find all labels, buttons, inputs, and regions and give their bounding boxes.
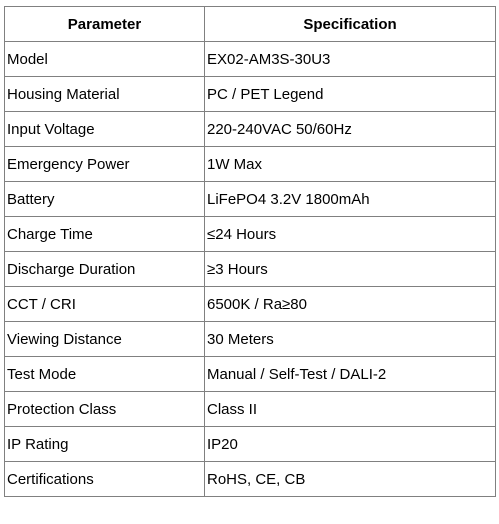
table-row bbox=[5, 287, 496, 322]
specification-table bbox=[4, 6, 496, 497]
table-row bbox=[5, 77, 496, 112]
parameter-cell: Test Mode bbox=[5, 357, 205, 392]
table-row bbox=[5, 357, 496, 392]
parameter-cell: Viewing Distance bbox=[5, 322, 205, 357]
table-row bbox=[5, 427, 496, 462]
specification-cell: RoHS, CE, CB bbox=[205, 462, 496, 497]
specification-cell: IP20 bbox=[205, 427, 496, 462]
table-row bbox=[5, 217, 496, 252]
parameter-cell: CCT / CRI bbox=[5, 287, 205, 322]
parameter-cell: Certifications bbox=[5, 462, 205, 497]
table-body bbox=[5, 42, 496, 497]
header-specification: Specification bbox=[205, 7, 496, 42]
table-row bbox=[5, 182, 496, 217]
specification-cell: Class II bbox=[205, 392, 496, 427]
specification-cell: ≤24 Hours bbox=[205, 217, 496, 252]
header-parameter: Parameter bbox=[5, 7, 205, 42]
parameter-cell: Emergency Power bbox=[5, 147, 205, 182]
table-row bbox=[5, 112, 496, 147]
specification-cell: 30 Meters bbox=[205, 322, 496, 357]
parameter-cell: Input Voltage bbox=[5, 112, 205, 147]
parameter-cell: IP Rating bbox=[5, 427, 205, 462]
parameter-cell: Protection Class bbox=[5, 392, 205, 427]
table-row bbox=[5, 252, 496, 287]
specification-cell: Manual / Self-Test / DALI-2 bbox=[205, 357, 496, 392]
specification-cell: PC / PET Legend bbox=[205, 77, 496, 112]
table-row bbox=[5, 147, 496, 182]
specification-cell: 220-240VAC 50/60Hz bbox=[205, 112, 496, 147]
specification-cell: EX02-AM3S-30U3 bbox=[205, 42, 496, 77]
specification-cell: LiFePO4 3.2V 1800mAh bbox=[205, 182, 496, 217]
parameter-cell: Charge Time bbox=[5, 217, 205, 252]
parameter-cell: Discharge Duration bbox=[5, 252, 205, 287]
specification-cell: ≥3 Hours bbox=[205, 252, 496, 287]
parameter-cell: Housing Material bbox=[5, 77, 205, 112]
table-header bbox=[5, 7, 496, 42]
parameter-cell: Model bbox=[5, 42, 205, 77]
specification-cell: 1W Max bbox=[205, 147, 496, 182]
header-row bbox=[5, 7, 496, 42]
table-row bbox=[5, 462, 496, 497]
table-row bbox=[5, 392, 496, 427]
table-row bbox=[5, 322, 496, 357]
table-row bbox=[5, 42, 496, 77]
specification-cell: 6500K / Ra≥80 bbox=[205, 287, 496, 322]
parameter-cell: Battery bbox=[5, 182, 205, 217]
